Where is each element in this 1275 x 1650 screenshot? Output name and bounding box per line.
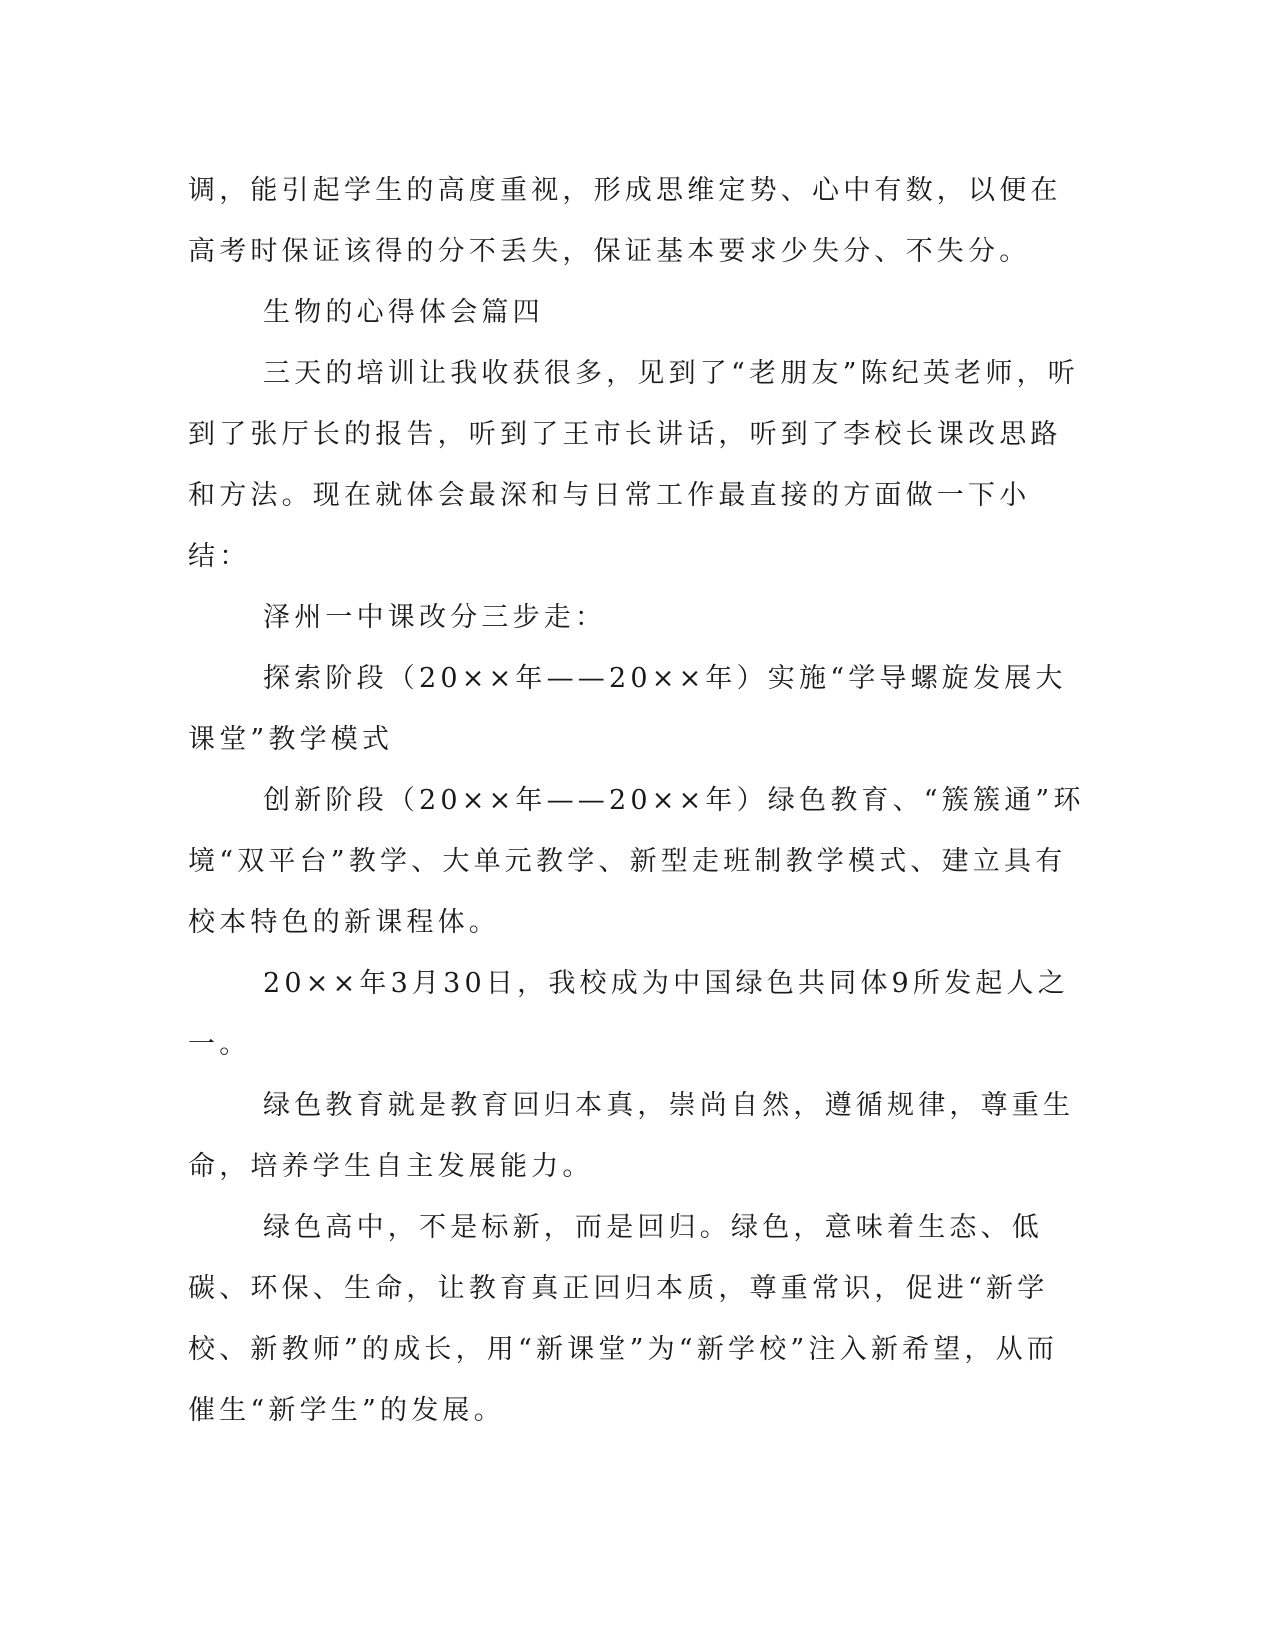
paragraph-innovation-stage: 创新阶段（20××年——20××年）绿色教育、“簇簇通”环境“双平台”教学、大单元教学、新型走班制教学模式、建立具有校本特色的新课程体。 — [188, 785, 1085, 938]
paragraph-continuation: 调，能引起学生的高度重视，形成思维定势、心中有数，以便在高考时保证该得的分不丢失，保证基本要求少失分、不失分。 — [188, 175, 1062, 267]
paragraph-green-community: 20××年3月30日，我校成为中国绿色共同体9所发起人之一。 — [188, 968, 1069, 1060]
paragraph-three-steps: 泽州一中课改分三步走： — [263, 602, 607, 633]
paragraph-exploration-stage: 探索阶段（20××年——20××年）实施“学导螺旋发展大课堂”教学模式 — [188, 663, 1067, 755]
section-heading: 生物的心得体会篇四 — [263, 297, 544, 328]
paragraph-green-high-school: 绿色高中，不是标新，而是回归。绿色，意味着生态、低碳、环保、生命，让教育真正回归本质，尊重常识，促进“新学校、新教师”的成长，用“新课堂”为“新学校”注入新希望，从而催生“新学生”的发展。 — [188, 1212, 1059, 1426]
document-body — [188, 160, 1088, 1441]
paragraph-training: 三天的培训让我收获很多，见到了“老朋友”陈纪英老师，听到了张厅长的报告，听到了王市长讲话，听到了李校长课改思路和方法。现在就体会最深和与日常工作最直接的方面做一下小结： — [188, 358, 1080, 572]
paragraph-green-education: 绿色教育就是教育回归本真，崇尚自然，遵循规律，尊重生命，培养学生自主发展能力。 — [188, 1090, 1075, 1182]
